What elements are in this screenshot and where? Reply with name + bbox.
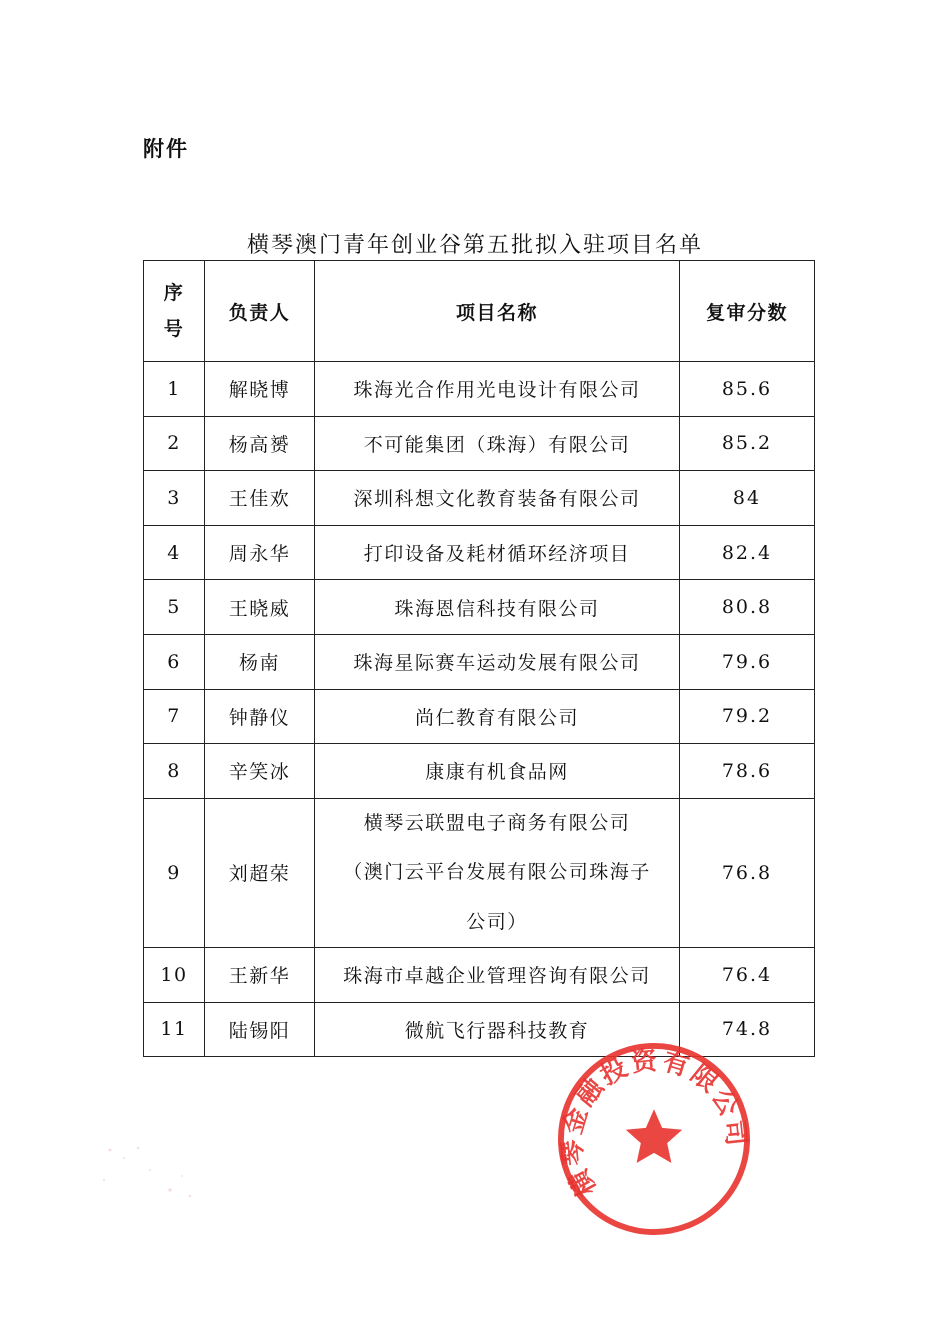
cell-seq: 3 — [144, 471, 205, 526]
cell-project: 打印设备及耗材循环经济项目 — [315, 525, 680, 580]
cell-project: 尚仁教育有限公司 — [315, 689, 680, 744]
header-seq-line1: 序 — [163, 281, 185, 304]
cell-score: 76.4 — [680, 947, 815, 1002]
cell-leader: 周永华 — [205, 525, 315, 580]
header-seq-line2: 号 — [163, 318, 185, 340]
cell-score: 85.6 — [680, 362, 815, 417]
scan-smudge — [90, 1130, 210, 1210]
cell-project: 珠海市卓越企业管理咨询有限公司 — [315, 947, 680, 1002]
company-seal — [555, 1040, 753, 1238]
cell-project — [315, 798, 680, 947]
seal-text: 横琴金融投资有限公司 — [556, 1045, 752, 1202]
cell-leader: 王佳欢 — [205, 471, 315, 526]
cell-score: 78.6 — [680, 744, 815, 799]
cell-project: 珠海恩信科技有限公司 — [315, 580, 680, 635]
table-row — [144, 416, 815, 471]
cell-seq: 7 — [144, 689, 205, 744]
cell-seq: 4 — [144, 525, 205, 580]
cell-seq: 2 — [144, 416, 205, 471]
cell-leader: 王新华 — [205, 947, 315, 1002]
project-list-table — [143, 260, 815, 1057]
cell-score: 82.4 — [680, 525, 815, 580]
cell-seq: 5 — [144, 580, 205, 635]
cell-score: 85.2 — [680, 416, 815, 471]
cell-score: 79.6 — [680, 634, 815, 689]
document-title: 横琴澳门青年创业谷第五批拟入驻项目名单 — [246, 233, 703, 258]
cell-seq: 8 — [144, 744, 205, 799]
table-row — [144, 362, 815, 417]
cell-seq: 9 — [144, 798, 205, 947]
cell-project-line: （澳门云平台发展有限公司珠海子 — [343, 861, 651, 884]
cell-score: 74.8 — [680, 1002, 815, 1057]
header-seq — [144, 261, 205, 362]
cell-score: 84 — [680, 471, 815, 526]
cell-score: 80.8 — [680, 580, 815, 635]
table-row — [144, 798, 815, 947]
table-row — [144, 634, 815, 689]
table-row — [144, 947, 815, 1002]
cell-leader: 钟静仪 — [205, 689, 315, 744]
table-header-row — [144, 261, 815, 362]
cell-seq: 11 — [144, 1002, 205, 1057]
header-project: 项目名称 — [315, 261, 680, 362]
attachment-label: 附件 — [143, 137, 189, 161]
cell-leader: 辛笑冰 — [205, 744, 315, 799]
table-row — [144, 525, 815, 580]
star-icon — [626, 1109, 682, 1163]
cell-leader: 陆锡阳 — [205, 1002, 315, 1057]
cell-seq: 10 — [144, 947, 205, 1002]
cell-leader: 杨高赟 — [205, 416, 315, 471]
cell-project-line: 公司） — [466, 910, 528, 933]
cell-project: 不可能集团（珠海）有限公司 — [315, 416, 680, 471]
cell-score: 79.2 — [680, 689, 815, 744]
cell-leader: 杨南 — [205, 634, 315, 689]
cell-leader: 王晓威 — [205, 580, 315, 635]
cell-seq: 6 — [144, 634, 205, 689]
header-leader: 负责人 — [205, 261, 315, 362]
cell-project: 康康有机食品网 — [315, 744, 680, 799]
cell-project-line: 横琴云联盟电子商务有限公司 — [363, 811, 631, 834]
cell-leader: 刘超荣 — [205, 798, 315, 947]
table-row — [144, 689, 815, 744]
table-row — [144, 580, 815, 635]
cell-project: 珠海光合作用光电设计有限公司 — [315, 362, 680, 417]
cell-project: 微航飞行器科技教育 — [315, 1002, 680, 1057]
cell-seq: 1 — [144, 362, 205, 417]
cell-project: 珠海星际赛车运动发展有限公司 — [315, 634, 680, 689]
table-row — [144, 744, 815, 799]
cell-project: 深圳科想文化教育装备有限公司 — [315, 471, 680, 526]
table-row — [144, 471, 815, 526]
header-score: 复审分数 — [680, 261, 815, 362]
cell-score: 76.8 — [680, 798, 815, 947]
cell-leader: 解晓博 — [205, 362, 315, 417]
